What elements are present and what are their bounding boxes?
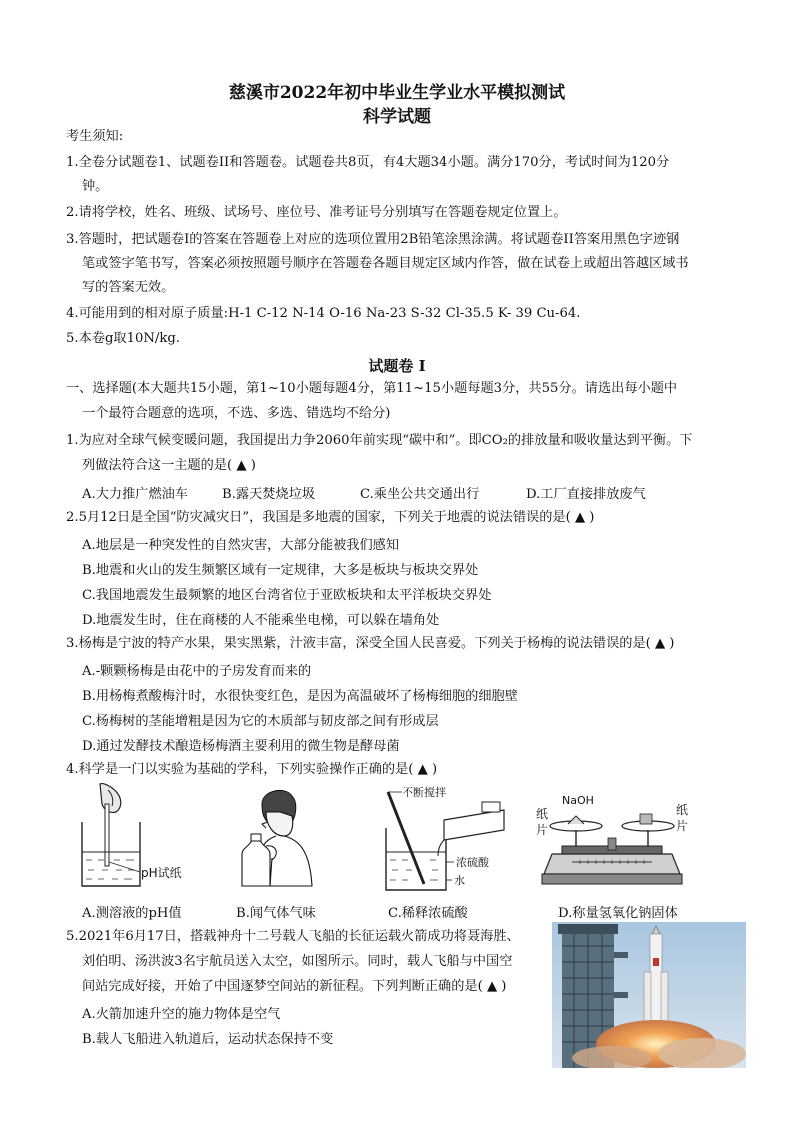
ph-paper-label: pH试纸 <box>141 866 182 880</box>
water-label: 水 <box>454 874 465 887</box>
figure-smell-gas <box>240 786 320 892</box>
section-instructions: 一个最符合题意的选项，不选、多选、错选均不给分) <box>82 406 391 421</box>
q5-option-a[interactable]: A.火箭加速升空的施力物体是空气 <box>82 1007 281 1022</box>
figure-dilute-acid <box>380 784 520 894</box>
question-1-stem: 列做法符合这一主题的是( ▲ ) <box>82 458 256 473</box>
q4-option-a[interactable]: A.测溶液的pH值 <box>82 906 182 921</box>
question-2-stem: 2.5月12日是全国“防灾减灾日”，我国是多地震的国家，下列关于地震的说法错误的是( ▲ ) <box>66 510 595 525</box>
q5-option-b[interactable]: B.载人飞船进入轨道后，运动状态保持不变 <box>82 1032 334 1047</box>
paper-label-left-2: 片 <box>536 823 549 837</box>
q1-option-c[interactable]: C.乘坐公共交通出行 <box>360 487 480 502</box>
exam-title: 慈溪市2022年初中毕业生学业水平模拟测试 <box>228 83 566 103</box>
q3-option-c[interactable]: C.杨梅树的茎能增粗是因为它的木质部与韧皮部之间有形成层 <box>82 714 439 729</box>
q1-option-b[interactable]: B.露天焚烧垃圾 <box>222 487 316 502</box>
rocket-launch-photo <box>552 922 746 1068</box>
notice-item: 钟。 <box>82 179 109 194</box>
section-instructions: 一、选择题(本大题共15小题，第1~10小题每题4分，第11~15小题每题3分，共55分。请选出每小题中 <box>66 381 678 396</box>
q2-option-c[interactable]: C.我国地震发生最频繁的地区台湾省位于亚欧板块和太平洋板块交界处 <box>82 588 492 603</box>
q1-option-d[interactable]: D.工厂直接排放废气 <box>526 487 646 502</box>
q1-option-a[interactable]: A.大力推广燃油车 <box>82 487 189 502</box>
paper-label-right-2: 片 <box>676 819 689 833</box>
notice-item: 5.本卷g取10N/kg. <box>66 331 180 346</box>
exam-subtitle: 科学试题 <box>363 107 431 127</box>
q2-option-d[interactable]: D.地震发生时，住在商楼的人不能乘坐电梯，可以躲在墙角处 <box>82 613 440 628</box>
section-title: 试题卷 I <box>368 357 426 375</box>
q3-option-d[interactable]: D.通过发酵技术酿造杨梅酒主要利用的微生物是酵母菌 <box>82 739 400 754</box>
question-5-stem: 间站完成好接，开始了中国逐梦空间站的新征程。下列判断正确的是( ▲ ) <box>82 979 507 994</box>
question-4-stem: 4.科学是一门以实验为基础的学科，下列实验操作正确的是( ▲ ) <box>66 762 438 777</box>
q2-option-a[interactable]: A.地层是一种突发性的自然灾害，大部分能被我们感知 <box>82 538 400 553</box>
notice-item: 2.请将学校，姓名、班级、试场号、座位号、准考证号分别填写在答题卷规定位置上。 <box>66 205 567 220</box>
question-5-stem: 5.2021年6月17日，搭载神舟十二号载人飞船的长征运载火箭成功将聂海胜、 <box>66 929 520 944</box>
q4-option-c[interactable]: C.稀释浓硫酸 <box>388 906 468 921</box>
q3-option-a[interactable]: A.-颗颗杨梅是由花中的子房发育而来的 <box>82 664 312 679</box>
question-1-stem: 1.为应对全球气候变暖问题，我国提出力争2060年前实现“碳中和”。即CO₂的排放量和吸收量达到平衡。下 <box>66 433 693 448</box>
notice-item: 3.答题时，把试题卷I的答案在答题卷上对应的选项位置用2B铅笔涂黑涂满。将试题卷II答案用黑色字迹钢 <box>66 232 680 247</box>
q4-option-d[interactable]: D.称量氢氧化钠固体 <box>558 906 678 921</box>
question-3-stem: 3.杨梅是宁波的特产水果，果实黑紫，汁液丰富，深受全国人民喜爱。下列关于杨梅的说法错误的是( ▲ ) <box>66 636 675 651</box>
notice-item: 1.全卷分试题卷1、试题卷II和答题卷。试题卷共8页，有4大题34小题。满分170分，考试时间为120分 <box>66 155 670 170</box>
paper-label-right: 纸 <box>676 803 689 817</box>
question-5-stem: 刘伯明、汤洪波3名宇航员送入太空，如图所示。同时，载人飞船与中国空 <box>82 954 513 969</box>
notice-item: 4.可能用到的相对原子质量:H-1 C-12 N-14 O-16 Na-23 S-32 Cl-35.5 K- 39 Cu-64. <box>66 306 581 321</box>
naoh-label: NaOH <box>562 794 594 807</box>
figure-ph-test <box>78 782 198 894</box>
figure-balance <box>532 790 700 894</box>
q2-option-b[interactable]: B.地震和火山的发生频繁区域有一定规律，大多是板块与板块交界处 <box>82 563 479 578</box>
notice-item: 笔或签字笔书写，答案必须按照题号顺序在答题卷各题目规定区域内作答，做在试卷上或超出答越区域书 <box>82 256 689 271</box>
q3-option-b[interactable]: B.用杨梅煮酸梅汁时，水很快变红色，是因为高温破坏了杨梅细胞的细胞壁 <box>82 689 518 704</box>
q4-option-b[interactable]: B.闻气体气味 <box>236 906 316 921</box>
stir-label: 不断搅拌 <box>402 786 446 799</box>
paper-label-left: 纸 <box>536 807 549 821</box>
acid-label: 浓硫酸 <box>456 856 489 869</box>
notice-item: 写的答案无效。 <box>82 280 175 295</box>
notice-heading: 考生须知: <box>66 129 124 144</box>
